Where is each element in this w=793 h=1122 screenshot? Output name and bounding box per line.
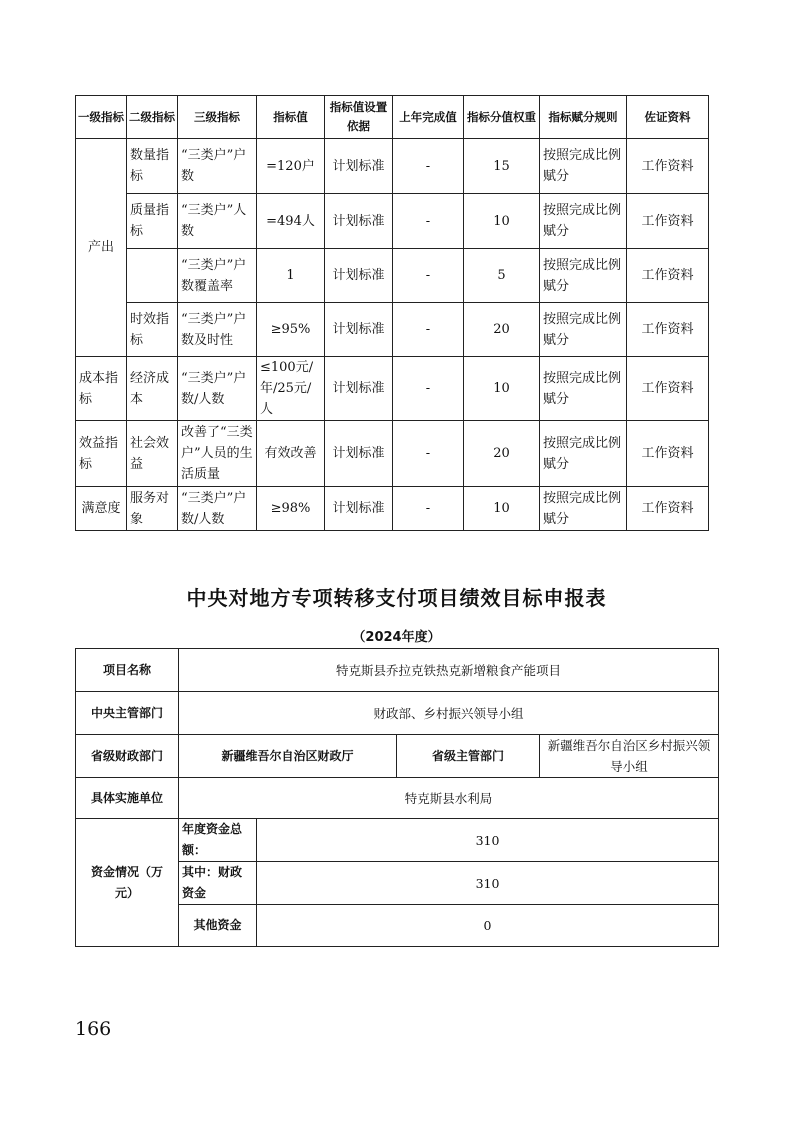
weight-cell: 10: [464, 194, 540, 249]
evidence-cell: 工作资料: [627, 303, 709, 357]
last-cell: -: [393, 421, 464, 487]
l3-cell: “三类户”人数: [178, 194, 257, 249]
l2-cell: 质量指标: [127, 194, 178, 249]
basis-cell: 计划标准: [325, 357, 393, 421]
weight-cell: 10: [464, 357, 540, 421]
value-cell: =494人: [257, 194, 325, 249]
rule-cell: 按照完成比例赋分: [540, 194, 627, 249]
table-row: [76, 421, 709, 487]
last-cell: -: [393, 487, 464, 531]
weight-cell: 10: [464, 487, 540, 531]
basis-cell: 计划标准: [325, 194, 393, 249]
l2-cell: 时效指标: [127, 303, 178, 357]
table-row: [76, 735, 719, 778]
table-row: [76, 139, 709, 194]
prov-dept-value: 新疆维吾尔自治区乡村振兴领导小组: [540, 735, 719, 778]
evidence-cell: 工作资料: [627, 139, 709, 194]
table-row: [76, 487, 709, 531]
last-cell: -: [393, 139, 464, 194]
basis-cell: 计划标准: [325, 249, 393, 303]
table-row: [76, 692, 719, 735]
project-name-value: 特克斯县乔拉克铁热克新增粮食产能项目: [179, 649, 719, 692]
rule-cell: 按照完成比例赋分: [540, 303, 627, 357]
table-row: [76, 819, 719, 862]
indicator-table: [75, 95, 709, 531]
table-row: [76, 303, 709, 357]
last-cell: -: [393, 303, 464, 357]
rule-cell: 按照完成比例赋分: [540, 487, 627, 531]
basis-cell: 计划标准: [325, 303, 393, 357]
last-cell: -: [393, 194, 464, 249]
l3-cell: 改善了“三类户”人员的生活质量: [178, 421, 257, 487]
value-cell: =120户: [257, 139, 325, 194]
project-name-label: 项目名称: [76, 649, 179, 692]
group-cost: 成本指标: [76, 357, 127, 421]
annual-total-label: 年度资金总额：: [179, 819, 257, 862]
header-cell: 二级指标: [127, 96, 178, 139]
header-cell: 指标值: [257, 96, 325, 139]
header-cell: 三级指标: [178, 96, 257, 139]
last-cell: -: [393, 249, 464, 303]
weight-cell: 15: [464, 139, 540, 194]
weight-cell: 5: [464, 249, 540, 303]
evidence-cell: 工作资料: [627, 194, 709, 249]
l3-cell: “三类户”户数/人数: [178, 357, 257, 421]
header-cell: 一级指标: [76, 96, 127, 139]
l2-cell: 数量指标: [127, 139, 178, 194]
l3-cell: “三类户”户数: [178, 139, 257, 194]
evidence-cell: 工作资料: [627, 421, 709, 487]
impl-unit-value: 特克斯县水利局: [179, 778, 719, 819]
header-cell: 指标赋分规则: [540, 96, 627, 139]
l3-cell: “三类户”户数及时性: [178, 303, 257, 357]
group-benefit: 效益指标: [76, 421, 127, 487]
basis-cell: 计划标准: [325, 487, 393, 531]
impl-unit-label: 具体实施单位: [76, 778, 179, 819]
l3-cell: “三类户”户数/人数: [178, 487, 257, 531]
form-title: 中央对地方专项转移支付项目绩效目标申报表: [186, 586, 607, 610]
evidence-cell: 工作资料: [627, 357, 709, 421]
value-cell: ≥98%: [257, 487, 325, 531]
central-dept-value: 财政部、乡村振兴领导小组: [179, 692, 719, 735]
rule-cell: 按照完成比例赋分: [540, 357, 627, 421]
form-year: （2024年度）: [352, 630, 441, 645]
l2-cell: [127, 249, 178, 303]
other-label: 其他资金: [179, 905, 257, 947]
prov-dept-label: 省级主管部门: [397, 735, 540, 778]
last-cell: -: [393, 357, 464, 421]
group-output: 产出: [76, 139, 127, 357]
evidence-cell: 工作资料: [627, 249, 709, 303]
table-row: [76, 194, 709, 249]
header-cell: 指标分值权重: [464, 96, 540, 139]
prov-finance-value: 新疆维吾尔自治区财政厅: [179, 735, 397, 778]
value-cell: ≥95%: [257, 303, 325, 357]
header-cell: 佐证资料: [627, 96, 709, 139]
annual-total-value: 310: [257, 819, 719, 862]
group-satisfaction: 满意度: [76, 487, 127, 531]
header-cell: 上年完成值: [393, 96, 464, 139]
table-row: [76, 249, 709, 303]
l2-cell: 经济成本: [127, 357, 178, 421]
basis-cell: 计划标准: [325, 421, 393, 487]
prov-finance-label: 省级财政部门: [76, 735, 179, 778]
table-header-row: [76, 96, 709, 139]
value-cell: ≤100元/年/25元/人: [257, 357, 325, 421]
basis-cell: 计划标准: [325, 139, 393, 194]
value-cell: 1: [257, 249, 325, 303]
fiscal-value: 310: [257, 862, 719, 905]
funds-label: 资金情况（万元）: [76, 819, 179, 947]
rule-cell: 按照完成比例赋分: [540, 421, 627, 487]
central-dept-label: 中央主管部门: [76, 692, 179, 735]
evidence-cell: 工作资料: [627, 487, 709, 531]
fiscal-label: 其中：财政资金: [179, 862, 257, 905]
page-number: 166: [75, 1018, 112, 1040]
other-value: 0: [257, 905, 719, 947]
l2-cell: 服务对象: [127, 487, 178, 531]
l3-cell: “三类户”户数覆盖率: [178, 249, 257, 303]
table-row: [76, 778, 719, 819]
project-form-table: [75, 648, 719, 947]
table-row: [76, 357, 709, 421]
header-cell: 指标值设置依据: [325, 96, 393, 139]
weight-cell: 20: [464, 421, 540, 487]
rule-cell: 按照完成比例赋分: [540, 139, 627, 194]
table-row: [76, 649, 719, 692]
value-cell: 有效改善: [257, 421, 325, 487]
l2-cell: 社会效益: [127, 421, 178, 487]
rule-cell: 按照完成比例赋分: [540, 249, 627, 303]
weight-cell: 20: [464, 303, 540, 357]
